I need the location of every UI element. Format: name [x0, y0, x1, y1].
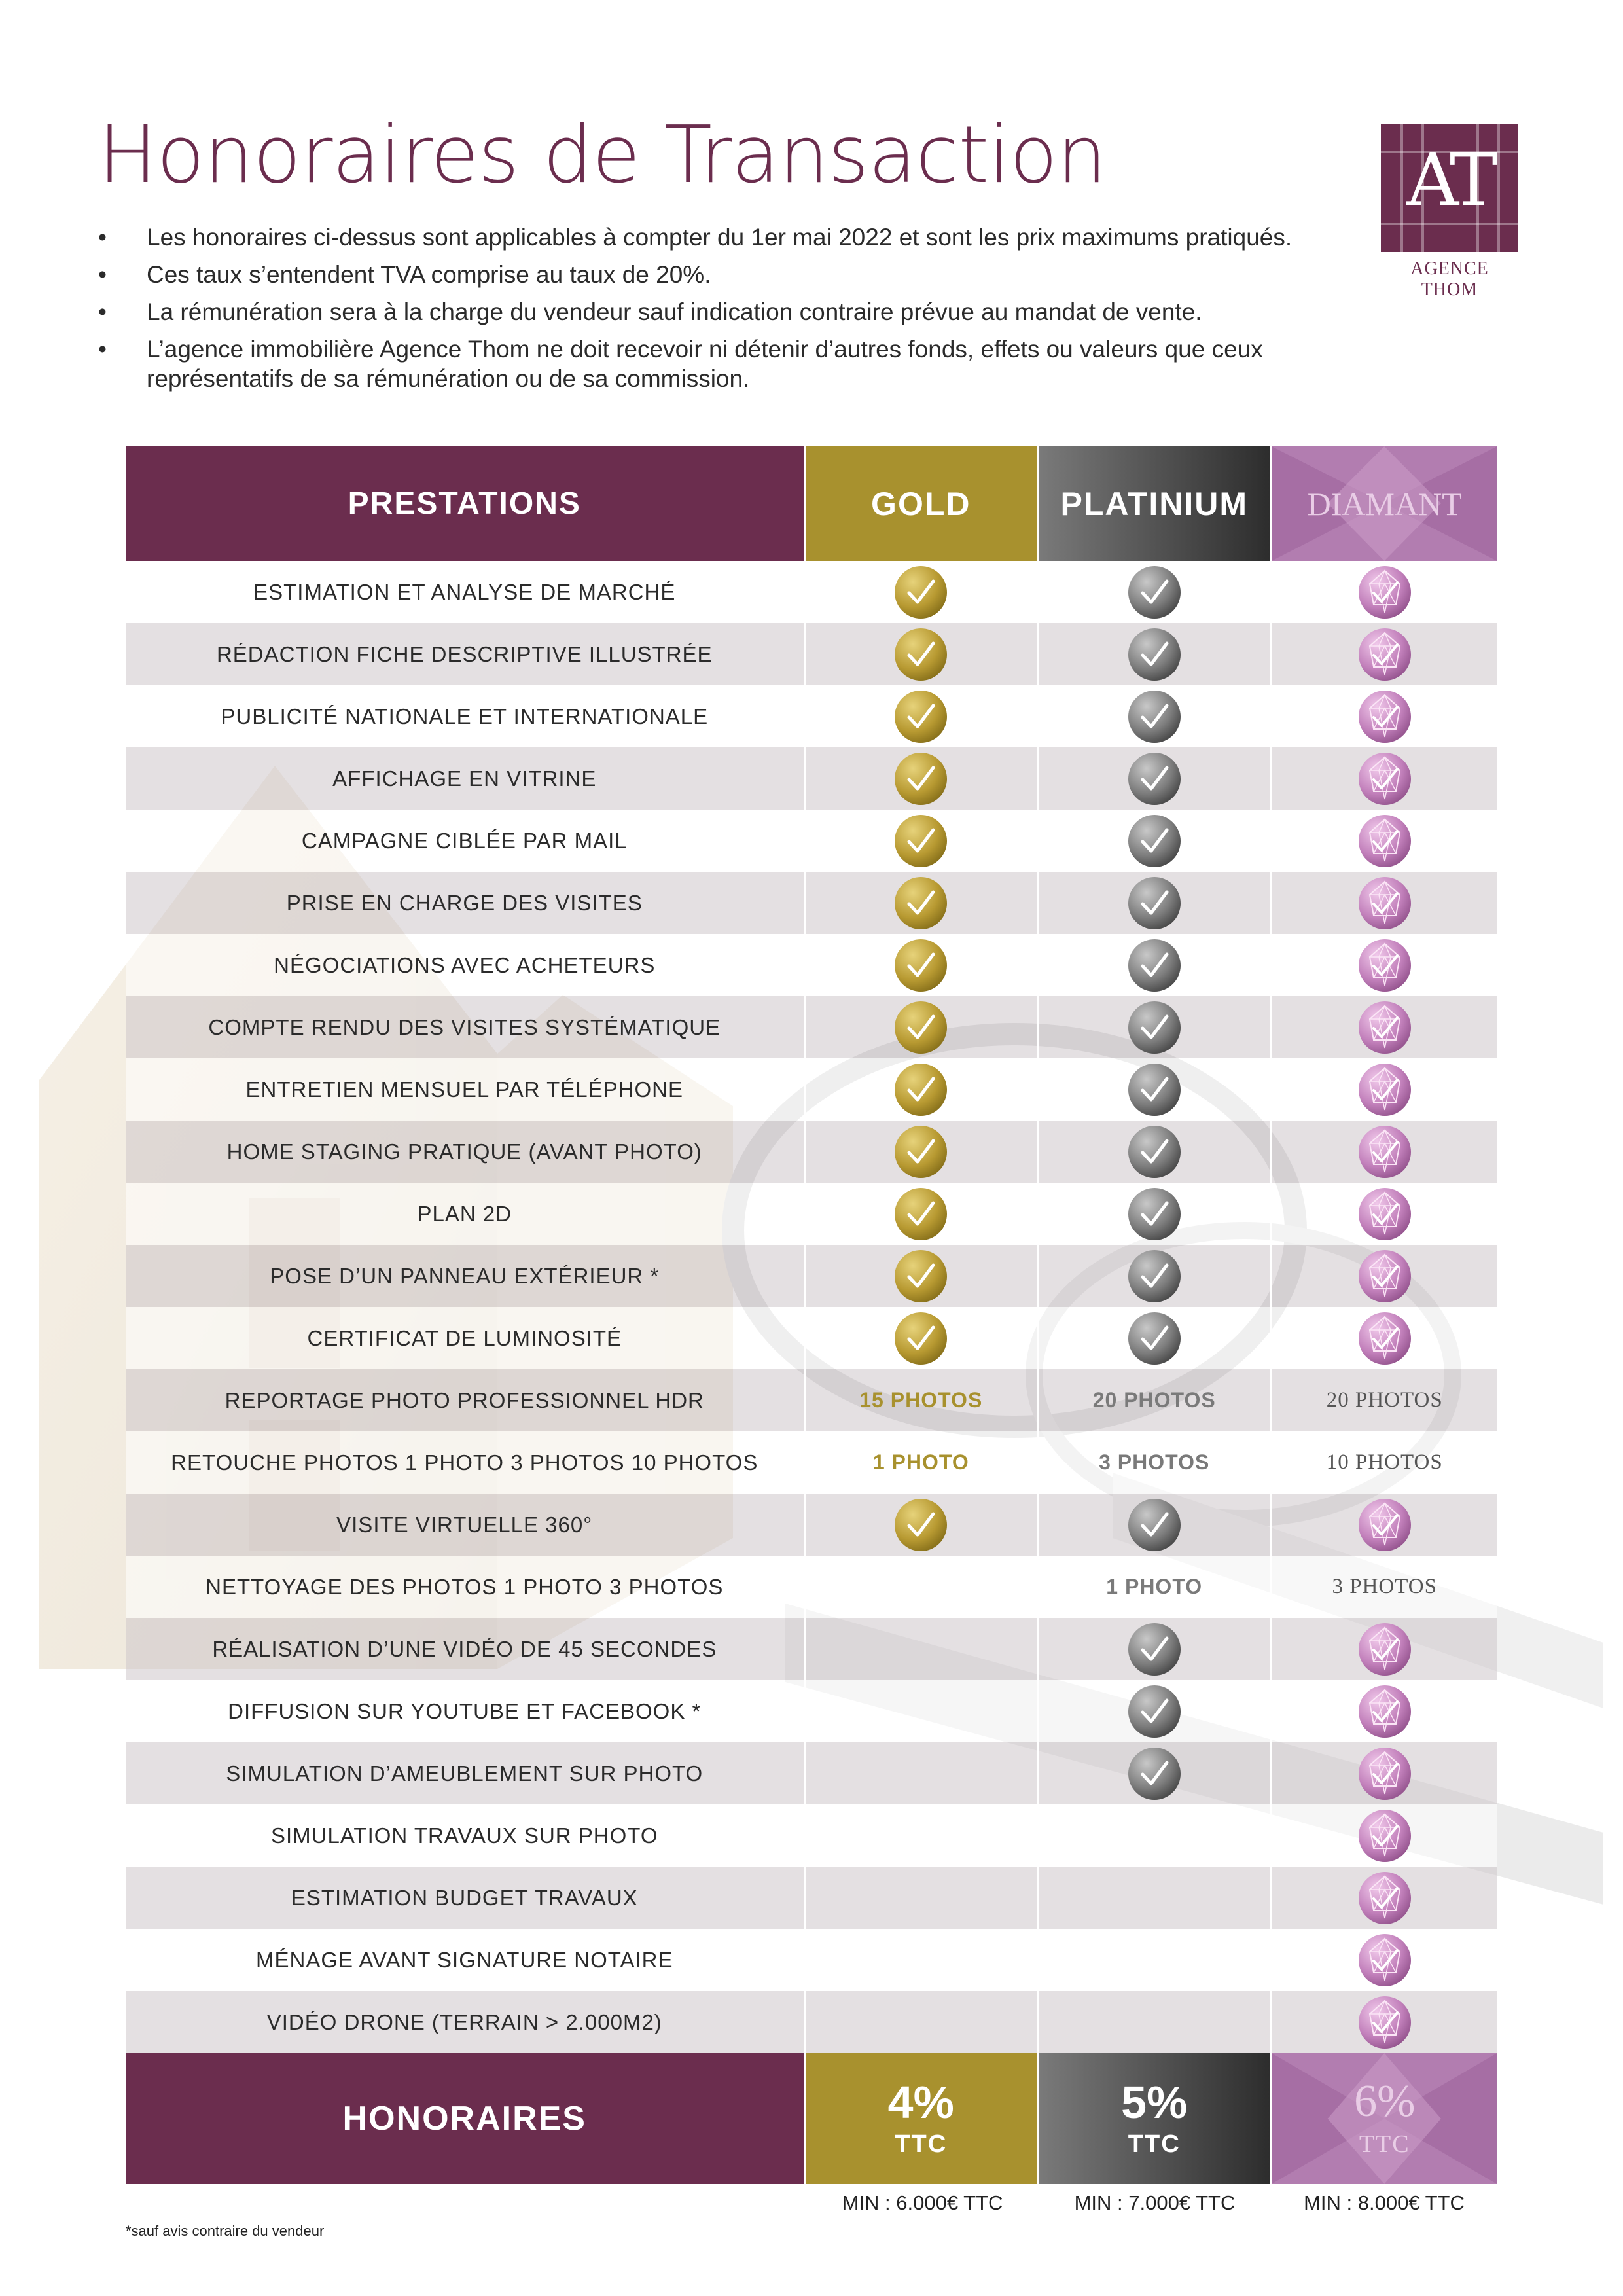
- footnote: *sauf avis contraire du vendeur: [126, 2223, 325, 2239]
- silver-check-icon: [1037, 810, 1270, 872]
- table-header: [126, 446, 1497, 561]
- cell-empty: [804, 1991, 1037, 2053]
- fee-diamant: [1270, 2053, 1497, 2184]
- gold-check-icon: [804, 1121, 1037, 1183]
- cell-empty: [1037, 1991, 1270, 2053]
- logo-mark: AT: [1406, 138, 1493, 222]
- silver-check-icon: [1037, 685, 1270, 747]
- diamond-icon: [1270, 1307, 1497, 1369]
- gold-check-icon: [804, 623, 1037, 685]
- table-row: [126, 623, 1497, 685]
- diamond-icon: [1270, 1929, 1497, 1991]
- table-row: [126, 810, 1497, 872]
- fee-platinium-unit: TTC: [1128, 2130, 1181, 2158]
- diamond-icon: [1270, 1991, 1497, 2053]
- diamond-icon: [1270, 1742, 1497, 1804]
- min-platinium: MIN : 7.000€ TTC: [1074, 2191, 1236, 2214]
- diamond-icon: [1270, 561, 1497, 623]
- silver-check-icon: [1037, 1121, 1270, 1183]
- table-row: [126, 934, 1497, 996]
- list-item: • L’agence immobilière Agence Thom ne doit recevoir ni détenir d’autres fonds, effets ou valeurs que ceux représentatifs de sa rémunération ou de sa commission.: [98, 336, 1263, 392]
- fee-platinium-rate: 5%: [1121, 2076, 1188, 2128]
- list-item: • La rémunération sera à la charge du vendeur sauf indication contraire prévue au mandat de vente.: [98, 298, 1202, 325]
- row-label: DIFFUSION SUR YOUTUBE ET FACEBOOK *: [228, 1698, 702, 1723]
- silver-check-icon: [1037, 623, 1270, 685]
- row-label: RÉALISATION D’UNE VIDÉO DE 45 SECONDES: [212, 1636, 717, 1661]
- diamond-icon: [1270, 747, 1497, 810]
- header-platinium: PLATINIUM: [1037, 446, 1270, 561]
- row-label: RETOUCHE PHOTOS 1 PHOTO 3 PHOTOS 10 PHOTOS: [171, 1450, 758, 1475]
- cell-diamant: [1270, 1431, 1497, 1494]
- table-row: [126, 1183, 1497, 1245]
- fee-diamant-rate: 6%: [1354, 2076, 1416, 2126]
- diamond-icon: [1270, 1494, 1497, 1556]
- silver-check-icon: [1037, 996, 1270, 1058]
- table-row: [126, 1680, 1497, 1742]
- diamond-icon: [1270, 1680, 1497, 1742]
- table-footer: [126, 2053, 1497, 2184]
- diamond-icon: [1270, 872, 1497, 934]
- gold-check-icon: [804, 872, 1037, 934]
- silver-check-icon: [1037, 872, 1270, 934]
- fee-gold-rate: 4%: [887, 2076, 954, 2128]
- row-label: PUBLICITÉ NATIONALE ET INTERNATIONALE: [221, 704, 709, 728]
- min-diamant: MIN : 8.000€ TTC: [1304, 2191, 1465, 2214]
- cell-platinium: [1037, 1431, 1270, 1494]
- gold-check-icon: [804, 934, 1037, 996]
- diamond-icon: [1270, 996, 1497, 1058]
- table-row: [126, 747, 1497, 810]
- cell-empty: [804, 1804, 1037, 1867]
- table-row: [126, 685, 1497, 747]
- silver-check-icon: [1037, 1680, 1270, 1742]
- table-row: [126, 1929, 1497, 1991]
- gold-check-icon: [804, 747, 1037, 810]
- diamond-icon: [1270, 1183, 1497, 1245]
- gold-check-icon: [804, 1307, 1037, 1369]
- diamond-icon: [1270, 1804, 1497, 1867]
- table-row: [126, 561, 1497, 623]
- diamond-icon: [1270, 685, 1497, 747]
- cell-value: 1 PHOTO: [872, 1450, 969, 1474]
- gold-check-icon: [804, 561, 1037, 623]
- table-row: [126, 1618, 1497, 1680]
- diamond-icon: [1270, 934, 1497, 996]
- row-label: CERTIFICAT DE LUMINOSITÉ: [307, 1325, 622, 1350]
- conditions-list: [98, 223, 1381, 401]
- silver-check-icon: [1037, 561, 1270, 623]
- cell-value: 3 PHOTOS: [1099, 1450, 1210, 1474]
- diamond-icon: [1270, 1867, 1497, 1929]
- minimum-fees: [806, 2191, 1497, 2215]
- row-label: AFFICHAGE EN VITRINE: [332, 766, 597, 791]
- table-row: [126, 1867, 1497, 1929]
- cell-gold: [804, 1369, 1037, 1431]
- row-label: PLAN 2D: [417, 1201, 512, 1226]
- cell-diamant: [1270, 1369, 1497, 1431]
- gold-check-icon: [804, 1494, 1037, 1556]
- row-label: ESTIMATION ET ANALYSE DE MARCHÉ: [253, 579, 676, 604]
- footer-honoraires: HONORAIRES: [126, 2053, 804, 2184]
- row-label: SIMULATION TRAVAUX SUR PHOTO: [271, 1823, 658, 1848]
- gold-check-icon: [804, 685, 1037, 747]
- header-gold: GOLD: [804, 446, 1037, 561]
- gold-check-icon: [804, 810, 1037, 872]
- cell-value: 15 PHOTOS: [859, 1388, 983, 1412]
- table-row: [126, 1058, 1497, 1121]
- table-row: [126, 1121, 1497, 1183]
- cell-gold: [804, 1431, 1037, 1494]
- bullet: •: [98, 336, 107, 363]
- cell-value: 1 PHOTO: [1106, 1575, 1203, 1598]
- cell-value: 3 PHOTOS: [1332, 1575, 1437, 1598]
- gold-check-icon: [804, 1058, 1037, 1121]
- silver-check-icon: [1037, 1618, 1270, 1680]
- row-label: POSE D’UN PANNEAU EXTÉRIEUR *: [270, 1263, 660, 1288]
- table-row: [126, 1494, 1497, 1556]
- fee-diamant-unit: TTC: [1359, 2130, 1410, 2158]
- row-label: VIDÉO DRONE (TERRAIN > 2.000M2): [266, 2009, 662, 2034]
- fee-platinium: [1037, 2053, 1270, 2184]
- silver-check-icon: [1037, 1307, 1270, 1369]
- bullet: •: [98, 298, 107, 325]
- header-diamant: DIAMANT: [1270, 446, 1497, 561]
- header-prestations: PRESTATIONS: [126, 446, 804, 561]
- silver-check-icon: [1037, 1742, 1270, 1804]
- bullet: •: [98, 224, 107, 251]
- table-row: [126, 1556, 1497, 1618]
- silver-check-icon: [1037, 1494, 1270, 1556]
- row-label: VISITE VIRTUELLE 360°: [336, 1512, 593, 1537]
- table-row: [126, 1742, 1497, 1804]
- table-body: [126, 561, 1497, 2053]
- table-row: [126, 1804, 1497, 1867]
- cell-diamant: [1270, 1556, 1497, 1618]
- cell-empty: [1037, 1867, 1270, 1929]
- diamond-icon: [1270, 623, 1497, 685]
- silver-check-icon: [1037, 747, 1270, 810]
- cell-value: 20 PHOTOS: [1326, 1388, 1443, 1412]
- cell-empty: [804, 1618, 1037, 1680]
- cell-empty: [1037, 1929, 1270, 1991]
- table-row: [126, 1307, 1497, 1369]
- silver-check-icon: [1037, 1058, 1270, 1121]
- cell-empty: [804, 1680, 1037, 1742]
- row-label: REPORTAGE PHOTO PROFESSIONNEL HDR: [224, 1388, 704, 1412]
- fee-gold: [804, 2053, 1037, 2184]
- cell-empty: [804, 1556, 1037, 1618]
- row-label: CAMPAGNE CIBLÉE PAR MAIL: [301, 828, 628, 853]
- row-label: NÉGOCIATIONS AVEC ACHETEURS: [274, 952, 656, 977]
- cell-value: 20 PHOTOS: [1092, 1388, 1216, 1412]
- diamond-icon: [1270, 1245, 1497, 1307]
- row-label: COMPTE RENDU DES VISITES SYSTÉMATIQUE: [208, 1014, 721, 1039]
- gold-check-icon: [804, 1245, 1037, 1307]
- cell-platinium: [1037, 1556, 1270, 1618]
- table-row: [126, 996, 1497, 1058]
- list-item: • Ces taux s’entendent TVA comprise au taux de 20%.: [98, 261, 711, 288]
- gold-check-icon: [804, 1183, 1037, 1245]
- diamond-icon: [1270, 1618, 1497, 1680]
- table-row: [126, 872, 1497, 934]
- agency-logo: [1381, 124, 1518, 300]
- bullet: •: [98, 261, 107, 288]
- page-title: Honoraires de Transaction: [98, 110, 1107, 201]
- row-label: ENTRETIEN MENSUEL PAR TÉLÉPHONE: [245, 1077, 684, 1102]
- cell-platinium: [1037, 1369, 1270, 1431]
- row-label: HOME STAGING PRATIQUE (AVANT PHOTO): [226, 1139, 702, 1164]
- row-label: ESTIMATION BUDGET TRAVAUX: [291, 1885, 638, 1910]
- silver-check-icon: [1037, 1245, 1270, 1307]
- diamond-icon: [1270, 810, 1497, 872]
- cell-empty: [804, 1867, 1037, 1929]
- list-item: • Les honoraires ci-dessus sont applicables à compter du 1er mai 2022 et sont les prix maximums pratiqués.: [98, 224, 1293, 251]
- diamond-icon: [1270, 1121, 1497, 1183]
- row-label: PRISE EN CHARGE DES VISITES: [286, 890, 643, 915]
- min-gold: MIN : 6.000€ TTC: [842, 2191, 1003, 2214]
- row-label: NETTOYAGE DES PHOTOS 1 PHOTO 3 PHOTOS: [205, 1574, 724, 1599]
- pricing-table: [126, 446, 1497, 2184]
- silver-check-icon: [1037, 934, 1270, 996]
- table-row: [126, 1431, 1497, 1494]
- gold-check-icon: [804, 996, 1037, 1058]
- table-row: [126, 1991, 1497, 2053]
- cell-empty: [1037, 1804, 1270, 1867]
- row-label: MÉNAGE AVANT SIGNATURE NOTAIRE: [255, 1947, 673, 1972]
- cell-empty: [804, 1929, 1037, 1991]
- row-label: RÉDACTION FICHE DESCRIPTIVE ILLUSTRÉE: [216, 641, 713, 666]
- row-label: SIMULATION D’AMEUBLEMENT SUR PHOTO: [226, 1761, 704, 1785]
- diamond-icon: [1270, 1058, 1497, 1121]
- table-row: [126, 1245, 1497, 1307]
- table-row: [126, 1369, 1497, 1431]
- logo-mark-box: [1381, 124, 1518, 252]
- cell-empty: [804, 1742, 1037, 1804]
- cell-value: 10 PHOTOS: [1326, 1450, 1443, 1474]
- logo-name: AGENCE THOM: [1410, 259, 1489, 300]
- fee-gold-unit: TTC: [895, 2130, 948, 2158]
- silver-check-icon: [1037, 1183, 1270, 1245]
